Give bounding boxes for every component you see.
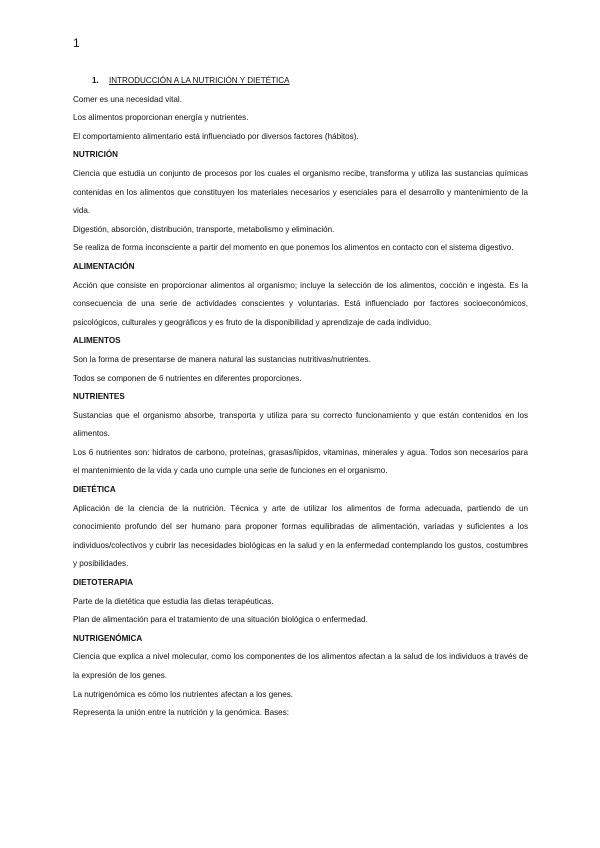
alimentos-paragraph: Son la forma de presentarse de manera natural las sustancias nutritivas/nutrientes. [73,354,371,364]
heading-alimentos: ALIMENTOS [73,336,121,346]
nutrigenomica-paragraph: Ciencia que explica a nivel molecular, como los componentes de los alimentos afectan a la salud de los individuos a través de la expresión de los genes. [73,652,528,680]
nutricion-paragraph: Ciencia que estudia un conjunto de procesos por los cuales el organismo recibe, transforma y utiliza las sustancias químicas contenidas en los alimentos que constituyen los materiales necesarios y esenciales para el desarrollo y mantenimiento de la vida. [73,168,528,216]
nutrigenomica-paragraph: La nutrigenómica es cómo los nutrientes afectan a los genes. [73,689,294,699]
heading-nutrientes: NUTRIENTES [73,392,125,402]
heading-nutricion: NUTRICIÓN [73,150,118,160]
nutricion-paragraph: Digestión, absorción, distribución, transporte, metabolismo y eliminación. [73,224,335,234]
section-number: 1. [92,76,99,85]
section-title-text: INTRODUCCIÓN A LA NUTRICIÓN Y DIETÉTICA [109,76,290,85]
section-title [73,72,528,91]
alimentacion-paragraph: Acción que consiste en proporcionar alimentos al organismo; incluye la selección de los alimentos, cocción e ingesta. Es la consecuencia de una serie de actividades conscientes y voluntarias. Está influenciado por factores socioeconómicos, psicológicos, culturales y geográficos y es fruto de la disponibilidad y aprendizaje de cada individuo. [73,280,528,327]
nutrigenomica-paragraph: Representa la unión entre la nutrición y la genómica. Bases: [73,708,289,718]
intro-paragraph: Los alimentos proporcionan energía y nutrientes. [73,113,249,123]
heading-nutrigenomica: NUTRIGENÓMICA [73,633,143,643]
alimentos-paragraph: Todos se componen de 6 nutrientes en diferentes proporciones. [73,373,302,383]
nutrientes-paragraph: Sustancias que el organismo absorbe, transporta y utiliza para su correcto funcionamiento y que están contenidos en los alimentos. [73,410,528,439]
heading-dietoterapia: DIETOTERAPIA [73,578,134,588]
document-body [73,72,528,723]
dietoterapia-paragraph: Parte de la dietética que estudia las dietas terapéuticas. [73,596,274,606]
nutrientes-paragraph: Los 6 nutrientes son: hidratos de carbono, proteínas, grasas/lípidos, vitaminas, minerales y agua. Todos son necesarios para el mantenimiento de la vida y cada uno cumple una serie de funciones en el organismo. [73,447,528,476]
page-number: 1 [73,36,80,50]
nutricion-paragraph: Se realiza de forma inconsciente a partir del momento en que ponemos los alimentos en contacto con el sistema digestivo. [73,243,514,253]
heading-alimentacion: ALIMENTACIÓN [73,261,135,271]
heading-dietetica: DIETÉTICA [73,485,116,495]
dietetica-paragraph: Aplicación de la ciencia de la nutrición. Técnica y arte de utilizar los alimentos de forma adecuada, partiendo de un conocimiento profundo del ser humano para proponer formas equilibradas de alimentación, variadas y suficientes a los individuos/colectivos y cubrir las necesidades biológicas en la salud y en la enfermedad contemplando los gustos, costumbres y posibilidades. [73,503,528,569]
intro-paragraph: El comportamiento alimentario está influenciado por diversos factores (hábitos). [73,131,359,141]
dietoterapia-paragraph: Plan de alimentación para el tratamiento de una situación biológica o enfermedad. [73,615,368,625]
intro-paragraph: Comer es una necesidad vital. [73,94,182,104]
